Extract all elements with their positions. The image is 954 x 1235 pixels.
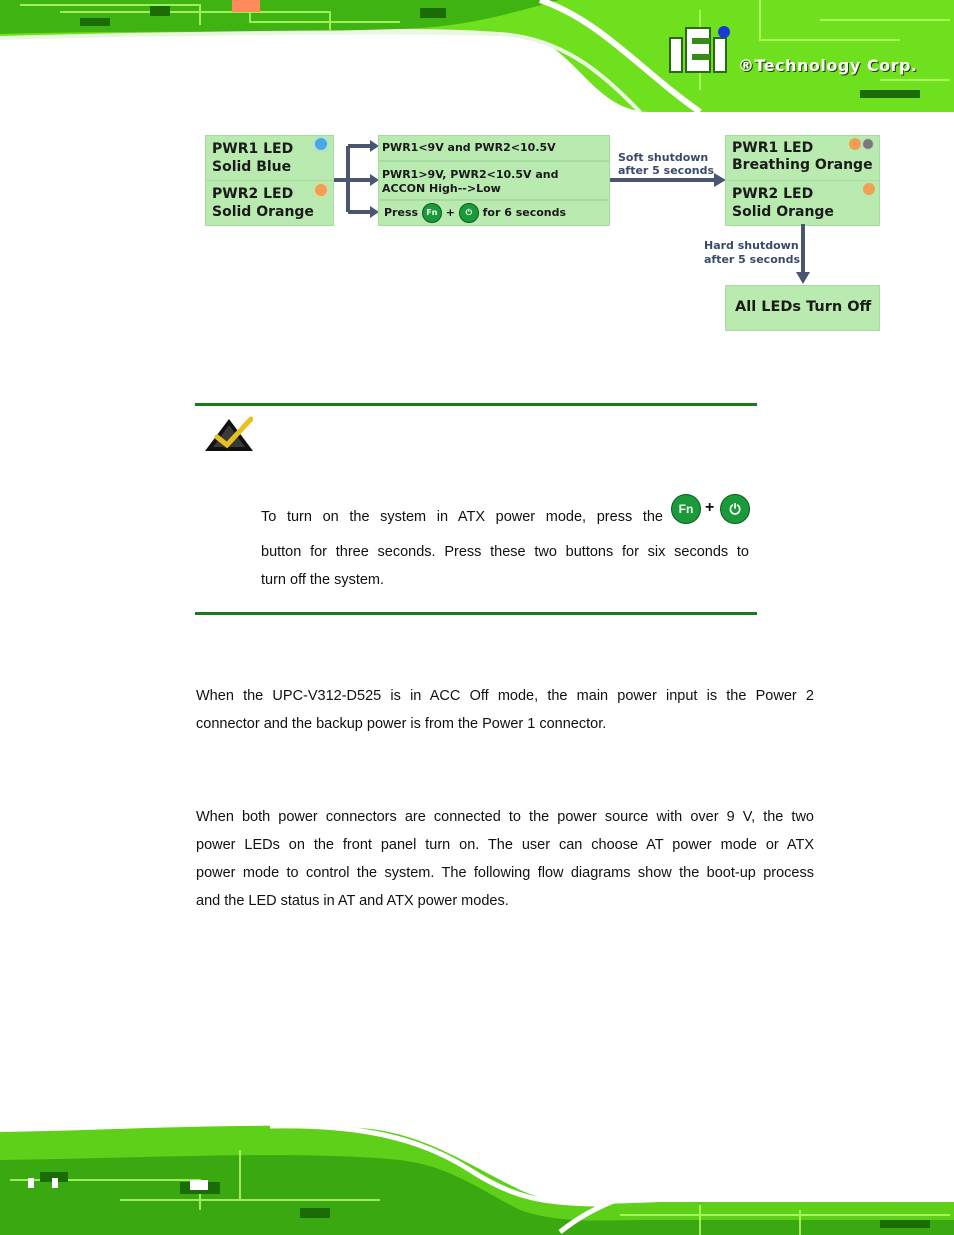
- press-text: Press: [384, 206, 419, 219]
- pwr1-led-label: PWR1 LED: [212, 141, 294, 157]
- power-key-icon: ⏻: [720, 494, 750, 524]
- fn-key-icon: Fn: [422, 203, 442, 223]
- led-orange-icon: [849, 138, 861, 150]
- fn-key-icon: Fn: [671, 494, 701, 524]
- iei-logo-icon: [668, 24, 736, 74]
- led-gray-icon: [862, 138, 874, 150]
- power-line3: power mode to control the system. The following flow diagrams show the boot-up process: [196, 865, 814, 881]
- note-text: [261, 493, 749, 594]
- pwr1-state-label: Solid Blue: [212, 159, 292, 175]
- condition-2-line1: PWR1>9V, PWR2<10.5V and: [382, 168, 559, 181]
- note-line1: To turn on the system in ATX power mode, press the: [261, 509, 663, 525]
- condition-1-label: PWR1<9V and PWR2<10.5V: [382, 141, 556, 154]
- power-line1: When both power connectors are connected to the power source with over 9 V, the two: [196, 809, 814, 825]
- note-line3: turn off the system.: [261, 572, 385, 588]
- pwr1-state-label-right: Breathing Orange: [732, 157, 873, 173]
- soft-shutdown-arrow-icon: [610, 173, 726, 187]
- pwr2-state-label-right: Solid Orange: [732, 204, 834, 220]
- plus-text: +: [445, 206, 455, 219]
- pwr2-led-label-right: PWR2 LED: [732, 186, 814, 202]
- company-name: ®Technology Corp.: [738, 56, 918, 75]
- note-bottom-rule: [195, 612, 757, 615]
- soft-shutdown-label-1: Soft shutdown: [618, 151, 709, 164]
- hard-shutdown-label-1: Hard shutdown: [704, 239, 799, 252]
- duration-text: for 6 seconds: [482, 206, 567, 219]
- pwr2-led-label: PWR2 LED: [212, 186, 294, 202]
- hard-shutdown-label-2: after 5 seconds: [704, 253, 801, 266]
- note-top-rule: [195, 403, 757, 406]
- acc-off-paragraph: [196, 682, 814, 738]
- acc-off-line1: When the UPC-V312-D525 is in ACC Off mode, the main power input is the Power 2: [196, 688, 814, 704]
- power-line2: power LEDs on the front panel turn on. The user can choose AT power mode or ATX: [196, 837, 814, 853]
- power-mode-paragraph: [196, 803, 814, 915]
- note-plus: +: [705, 499, 715, 516]
- pwr2-state-label: Solid Orange: [212, 204, 314, 220]
- power-key-icon: ⏻: [459, 203, 479, 223]
- condition-3-label: [384, 203, 566, 223]
- acc-off-line2: connector and the backup power is from the Power 1 connector.: [196, 716, 607, 732]
- note-checkmark-icon: [205, 415, 253, 451]
- led-orange-icon: [863, 183, 875, 195]
- branch-arrows: [330, 138, 380, 218]
- led-orange-icon: [315, 184, 327, 196]
- soft-shutdown-label-2: after 5 seconds: [618, 164, 715, 177]
- note-line2: button for three seconds. Press these two buttons for six seconds to: [261, 544, 749, 560]
- pwr1-led-label-right: PWR1 LED: [732, 140, 814, 156]
- led-blue-icon: [315, 138, 327, 150]
- condition-2-line2: ACCON High-->Low: [382, 182, 501, 195]
- all-leds-off-label: All LEDs Turn Off: [735, 299, 872, 315]
- power-line4: and the LED status in AT and ATX power modes.: [196, 893, 509, 909]
- footer-circuit-banner: [0, 1120, 954, 1235]
